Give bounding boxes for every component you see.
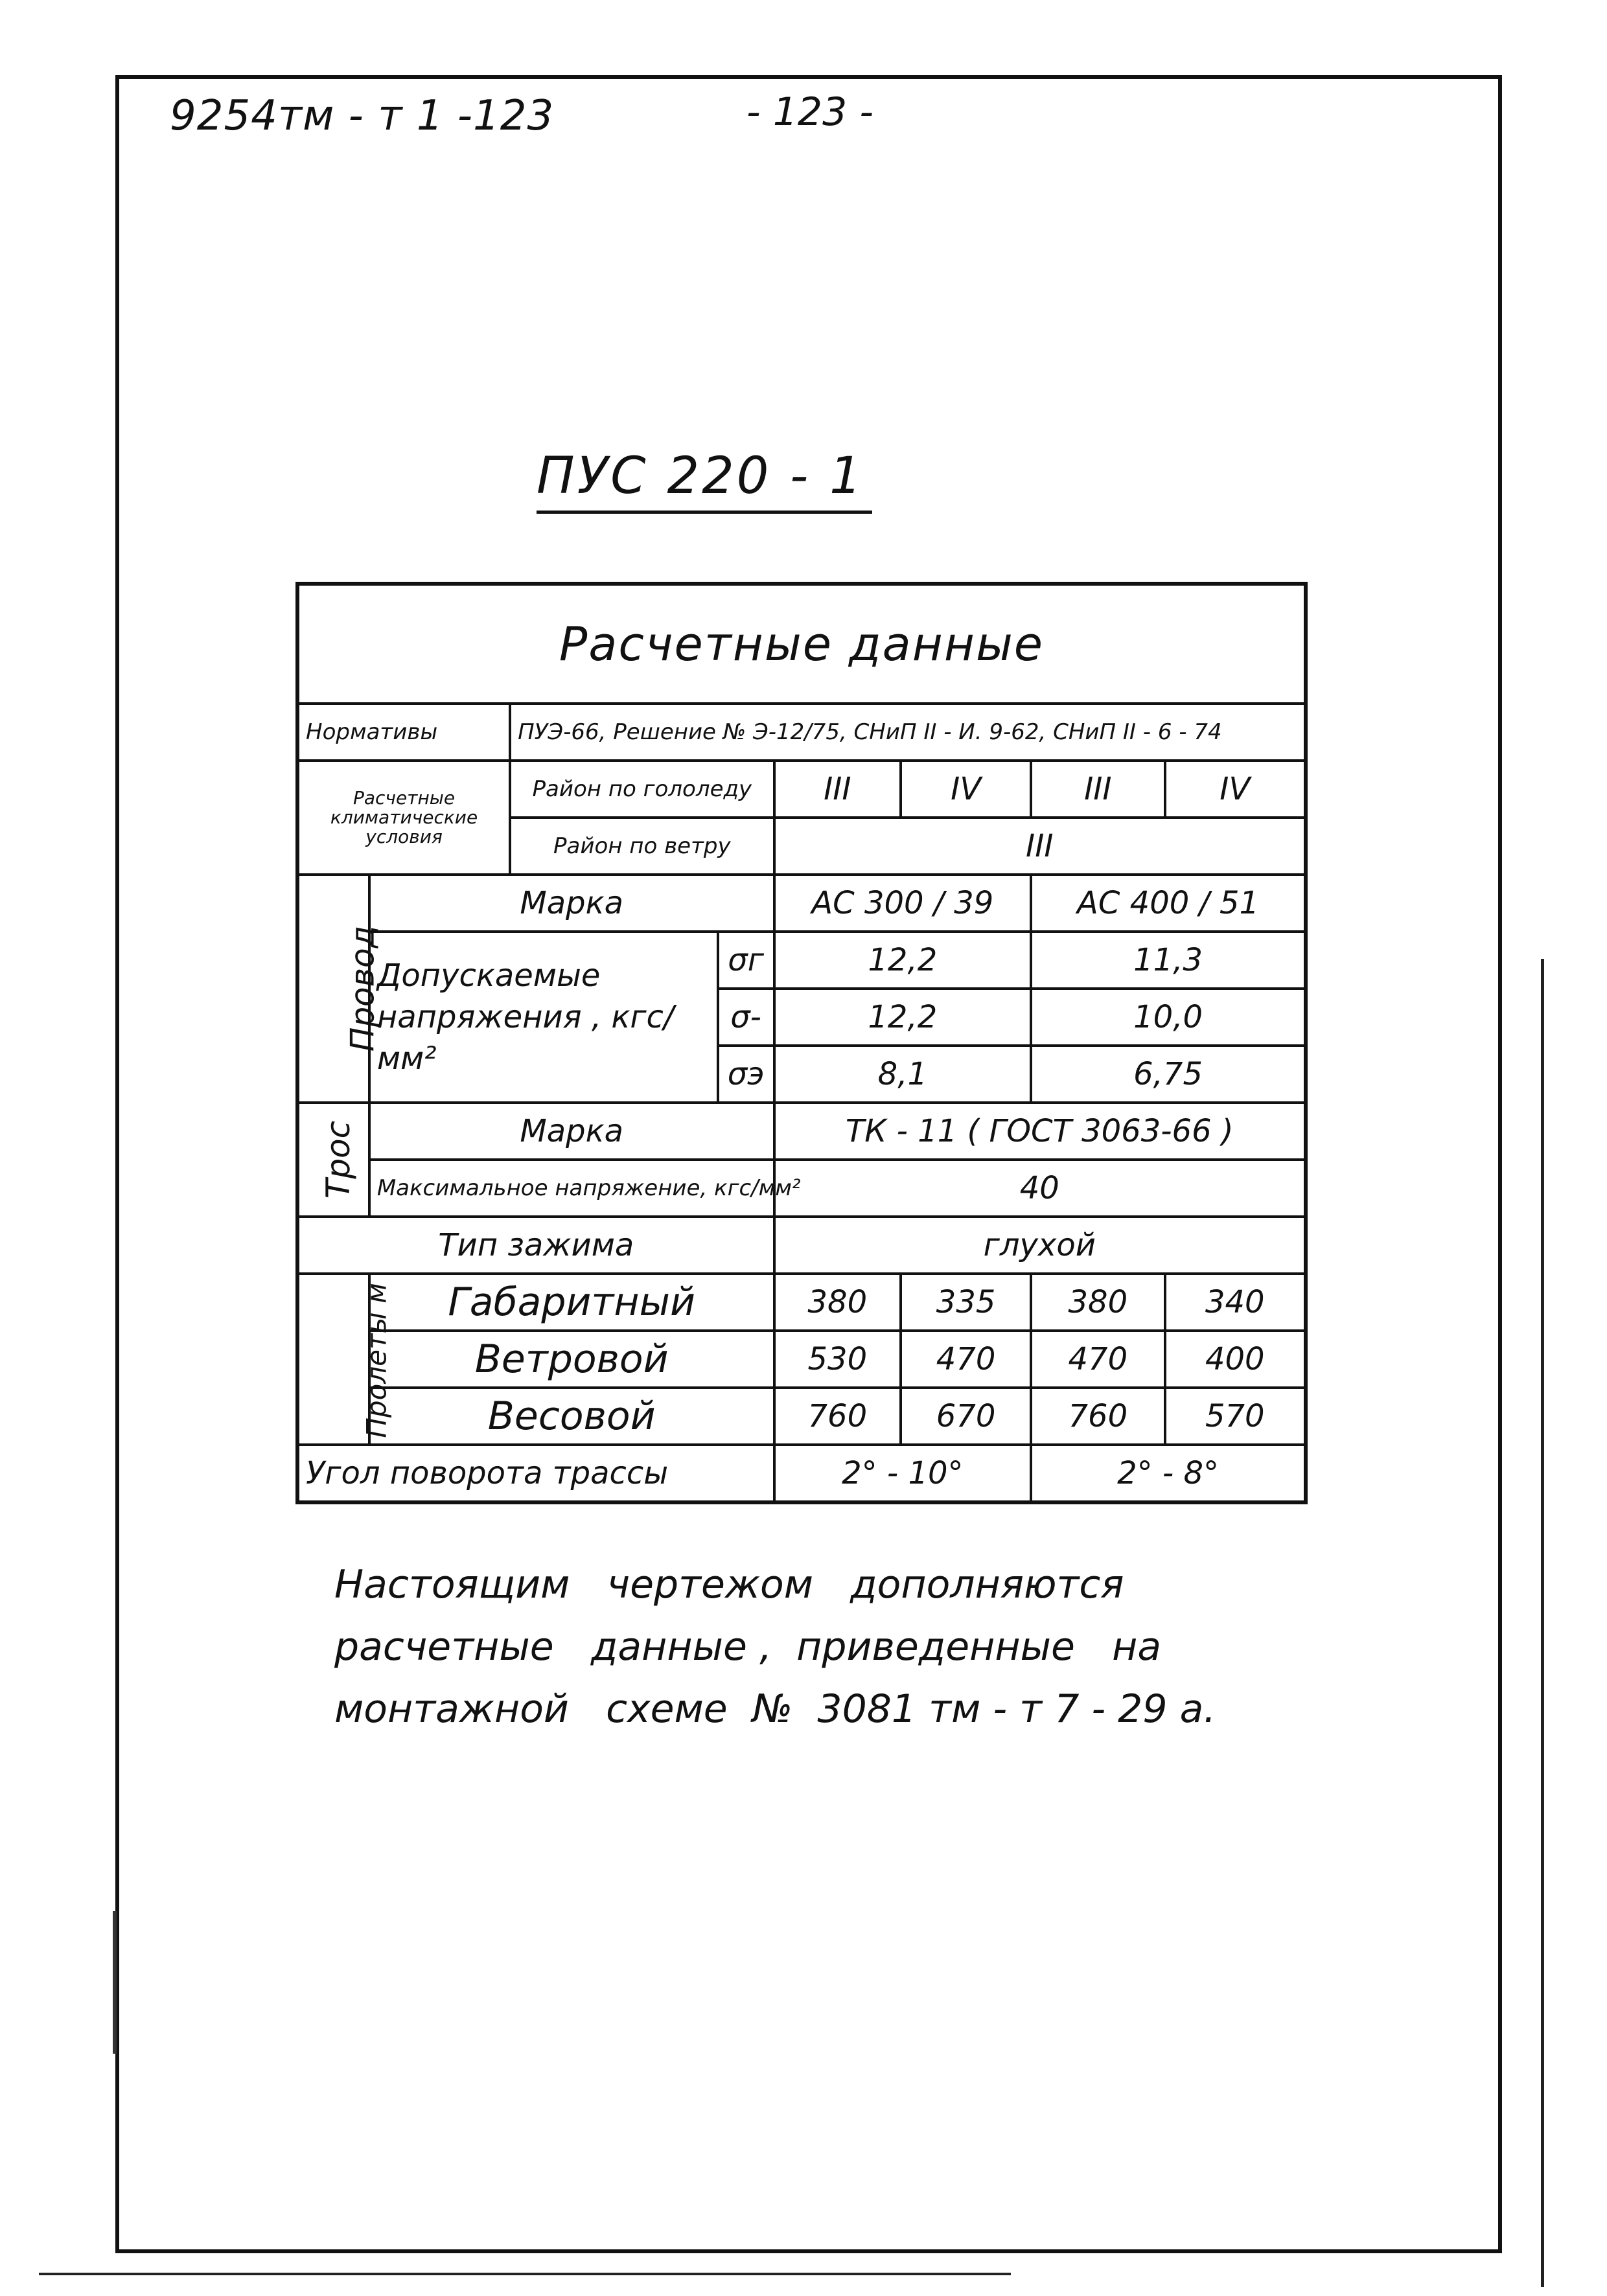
span-value: 380 — [774, 1274, 901, 1331]
clamp-value: глухой — [774, 1217, 1306, 1274]
span-value: 570 — [1165, 1388, 1306, 1445]
table-title-row — [297, 584, 1306, 704]
ice-region-value: IV — [1165, 761, 1306, 818]
span-label: Ветровой — [369, 1331, 774, 1388]
cable-max-stress-label: Максимальное напряжение, кгс/мм² — [369, 1160, 774, 1217]
span-value: 380 — [1031, 1274, 1164, 1331]
wire-brand-row — [297, 875, 1306, 932]
margin-line-right — [1541, 959, 1544, 2287]
span-value: 470 — [901, 1331, 1031, 1388]
cable-group-text: Трос — [319, 1120, 358, 1199]
ice-region-value: III — [774, 761, 901, 818]
turn-angle-value: 2° - 10° — [774, 1445, 1032, 1502]
spans-group-label — [297, 1274, 393, 1445]
note-text — [334, 1554, 1216, 1740]
span-value: 470 — [1031, 1331, 1164, 1388]
table-title: Расчетные данные — [297, 584, 1306, 704]
margin-line-left — [113, 1911, 117, 2054]
span-value: 670 — [901, 1388, 1031, 1445]
cable-max-stress-row — [297, 1160, 1306, 1217]
span-label: Габаритный — [369, 1274, 774, 1331]
ice-region-row — [297, 761, 1306, 818]
ice-region-value: IV — [901, 761, 1031, 818]
span-value: 335 — [901, 1274, 1031, 1331]
stress-value: 12,2 — [774, 932, 1032, 989]
wire-brand-value: АС 400 / 51 — [1031, 875, 1306, 932]
document-code: 9254тм - т 1 -123 — [170, 92, 555, 140]
stress-symbol: σэ — [718, 1046, 774, 1103]
cable-group-label — [297, 1103, 369, 1217]
stress-value: 10,0 — [1031, 989, 1306, 1046]
stress-value: 12,2 — [774, 989, 1032, 1046]
bottom-rule — [39, 2273, 1011, 2275]
calculation-data-table — [295, 582, 1308, 1504]
stress-symbol: σ- — [718, 989, 774, 1046]
page-number: - 123 - — [746, 89, 873, 135]
wire-stress-label: Допускаемые напряжения , кгс/мм² — [369, 932, 718, 1103]
turn-angle-label: Угол поворота трассы — [297, 1445, 774, 1502]
wire-brand-value: АС 300 / 39 — [774, 875, 1032, 932]
span-value: 530 — [774, 1331, 901, 1388]
span-row — [297, 1388, 1306, 1445]
span-row — [297, 1331, 1306, 1388]
ice-region-label: Район по гололеду — [510, 761, 774, 818]
wire-stress-row — [297, 932, 1306, 989]
wire-group-text: Провод — [343, 925, 382, 1052]
stress-value: 11,3 — [1031, 932, 1306, 989]
turn-angle-value: 2° - 8° — [1031, 1445, 1306, 1502]
turn-angle-row — [297, 1445, 1306, 1502]
normatives-row — [297, 704, 1306, 761]
span-value: 760 — [774, 1388, 901, 1445]
wire-group-label — [297, 875, 382, 1103]
cable-max-stress-value: 40 — [774, 1160, 1306, 1217]
normatives-value: ПУЭ-66, Решение № Э-12/75, СНиП II - И. 9-62, СНиП II - 6 - 74 — [510, 704, 1306, 761]
drawing-title: ПУС 220 - 1 — [537, 447, 872, 514]
span-row — [297, 1274, 1306, 1331]
span-value: 760 — [1031, 1388, 1164, 1445]
clamp-label: Тип зажима — [297, 1217, 774, 1274]
wind-region-value: III — [774, 818, 1306, 875]
note-line: расчетные данные , приведенные на — [334, 1624, 1162, 1670]
note-line: Настоящим чертежом дополняются — [334, 1562, 1124, 1607]
stress-value: 8,1 — [774, 1046, 1032, 1103]
note-line: монтажной схеме № 3081 тм - т 7 - 29 а. — [334, 1686, 1216, 1732]
cable-brand-label: Марка — [369, 1103, 774, 1160]
wire-brand-label: Марка — [369, 875, 774, 932]
cable-brand-row — [297, 1103, 1306, 1160]
normatives-label: Нормативы — [297, 704, 510, 761]
span-value: 340 — [1165, 1274, 1306, 1331]
wind-region-label: Район по ветру — [510, 818, 774, 875]
span-label: Весовой — [369, 1388, 774, 1445]
stress-value: 6,75 — [1031, 1046, 1306, 1103]
climate-group-label: Расчетные климатические условия — [297, 761, 510, 875]
spans-group-text: Пролеты м — [360, 1283, 393, 1438]
ice-region-value: III — [1031, 761, 1164, 818]
clamp-row — [297, 1217, 1306, 1274]
span-value: 400 — [1165, 1331, 1306, 1388]
stress-symbol: σг — [718, 932, 774, 989]
cable-brand-value: ТК - 11 ( ГОСТ 3063-66 ) — [774, 1103, 1306, 1160]
